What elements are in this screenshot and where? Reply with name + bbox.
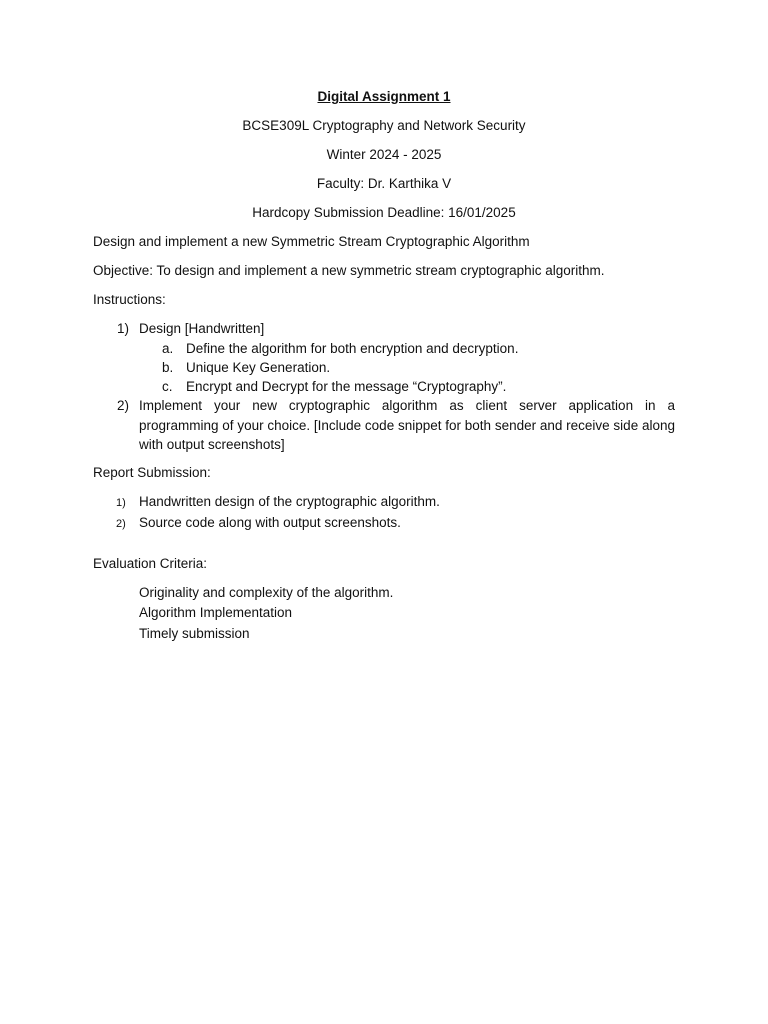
document-title: Digital Assignment 1 — [317, 89, 451, 104]
course-name: BCSE309L Cryptography and Network Security — [242, 118, 526, 133]
instruction-number: 1) — [117, 321, 130, 336]
task-statement: Design and implement a new Symmetric Stream Cryptographic Algorithm — [93, 234, 530, 249]
report-item: Source code along with output screenshots. — [139, 515, 401, 530]
evaluation-item: Timely submission — [139, 626, 250, 641]
evaluation-heading: Evaluation Criteria: — [93, 556, 208, 571]
report-submission-heading: Report Submission: — [93, 465, 211, 480]
subitem-letter: a. — [162, 341, 174, 356]
subitem-letter: b. — [162, 360, 174, 375]
subitem-text: Define the algorithm for both encryption and decryption. — [186, 341, 519, 356]
submission-deadline: Hardcopy Submission Deadline: 16/01/2025 — [252, 205, 516, 220]
report-item-number: 2) — [116, 518, 126, 530]
report-item: Handwritten design of the cryptographic algorithm. — [139, 494, 440, 509]
instruction-number: 2) — [117, 398, 130, 413]
evaluation-item: Originality and complexity of the algorithm. — [139, 585, 394, 600]
evaluation-item: Algorithm Implementation — [139, 605, 293, 620]
subitem-letter: c. — [162, 379, 173, 394]
objective: Objective: To design and implement a new symmetric stream cryptographic algorithm. — [93, 263, 605, 278]
subitem-text: Unique Key Generation. — [186, 360, 331, 375]
instruction-item: Implement your new cryptographic algorithm as client server application in a programming of your choice. [Include code snippet for both sender and receive side along with output screenshots] — [139, 398, 675, 452]
subitem-text: Encrypt and Decrypt for the message “Cryptography”. — [186, 379, 507, 394]
instruction-item: Design [Handwritten] — [139, 321, 265, 336]
faculty: Faculty: Dr. Karthika V — [316, 176, 452, 191]
instructions-heading: Instructions: — [93, 292, 166, 307]
report-item-number: 1) — [116, 497, 126, 509]
term: Winter 2024 - 2025 — [326, 147, 442, 162]
